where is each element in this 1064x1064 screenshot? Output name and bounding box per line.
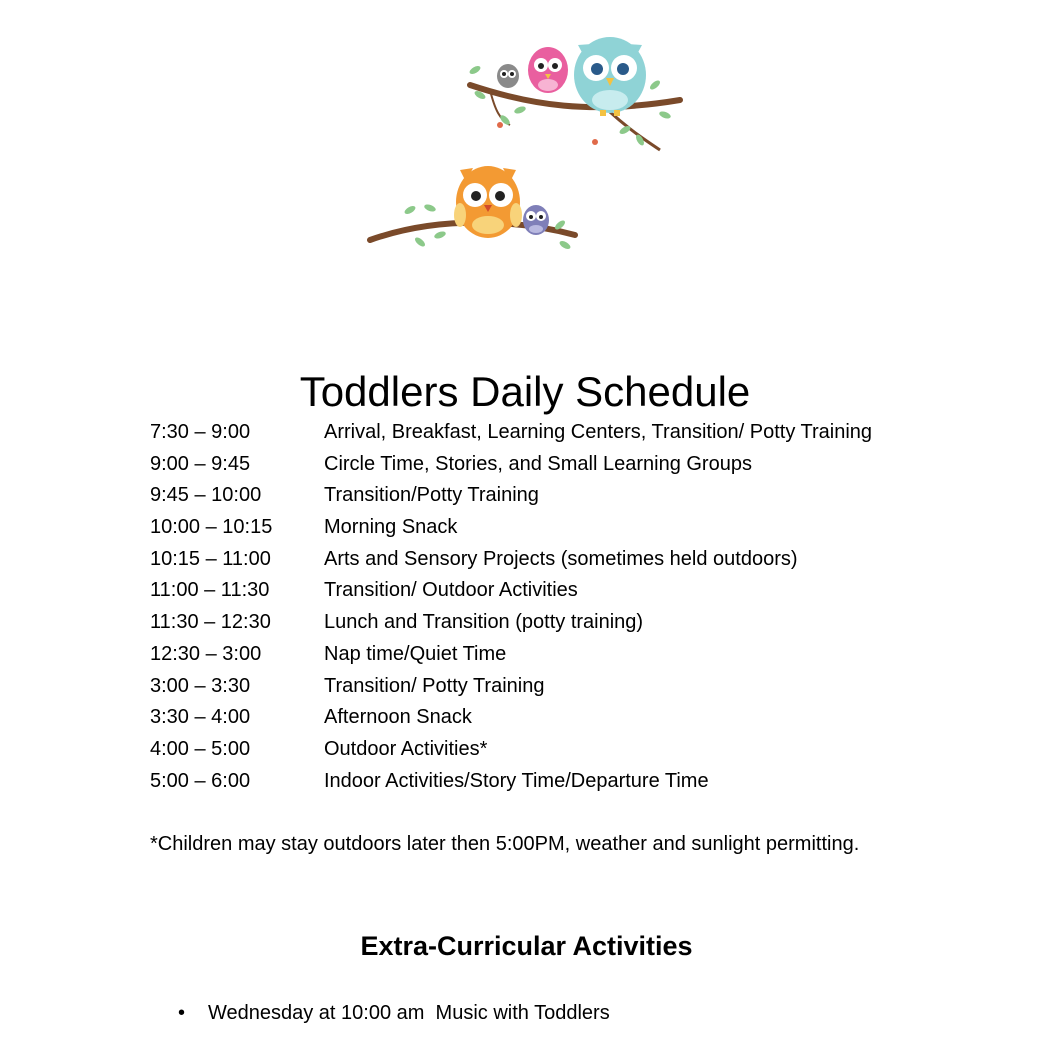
list-item: [178, 998, 610, 1028]
schedule-activity: Circle Time, Stories, and Small Learning Groups: [324, 452, 752, 475]
schedule-time: 3:00 – 3:30: [150, 674, 251, 697]
schedule-row: [150, 575, 1000, 607]
purple-owl: [523, 205, 549, 235]
extras-list: [178, 998, 610, 1028]
schedule-time: 3:30 – 4:00: [150, 706, 251, 729]
schedule-activity: Outdoor Activities*: [324, 737, 488, 760]
branch-top: [470, 85, 680, 107]
schedule-row: [150, 449, 1000, 481]
schedule-activity: Nap time/Quiet Time: [324, 642, 507, 665]
schedule-activity: Transition/ Potty Training: [324, 674, 545, 697]
schedule-row: [150, 607, 1000, 639]
schedule-row: [150, 480, 1000, 512]
schedule-time: 9:00 – 9:45: [150, 452, 251, 475]
schedule-row: [150, 417, 1000, 449]
schedule-activity: Indoor Activities/Story Time/Departure Time: [324, 769, 709, 792]
schedule-activity: Morning Snack: [324, 516, 458, 539]
schedule-time: 12:30 – 3:00: [150, 642, 262, 665]
schedule-list: [150, 417, 1000, 797]
gray-owl: [497, 64, 519, 88]
schedule-row: [150, 544, 1000, 576]
schedule-time: 11:00 – 11:30: [150, 579, 270, 602]
schedule-activity: Arts and Sensory Projects (sometimes held outdoors): [324, 547, 798, 570]
schedule-activity: Lunch and Transition (potty training): [324, 611, 644, 634]
bullet-icon: •: [178, 1002, 186, 1024]
schedule-row: [150, 639, 1000, 671]
orange-owl: [454, 166, 522, 238]
schedule-time: 11:30 – 12:30: [150, 611, 271, 634]
schedule-time: 4:00 – 5:00: [150, 737, 251, 760]
schedule-time: 10:00 – 10:15: [150, 516, 273, 539]
schedule-activity: Transition/Potty Training: [324, 484, 539, 507]
schedule-row: [150, 766, 1000, 798]
schedule-time: 5:00 – 6:00: [150, 769, 251, 792]
schedule-activity: Afternoon Snack: [324, 706, 472, 729]
owls-illustration: [360, 30, 700, 280]
schedule-time: 10:15 – 11:00: [150, 547, 271, 570]
schedule-time: 9:45 – 10:00: [150, 484, 262, 507]
schedule-activity: Arrival, Breakfast, Learning Centers, Transition/ Potty Training: [324, 421, 873, 443]
footnote: *Children may stay outdoors later then 5:00PM, weather and sunlight permitting.: [150, 833, 860, 855]
pink-owl: [528, 47, 568, 93]
schedule-row: [150, 671, 1000, 703]
schedule-row: [150, 734, 1000, 766]
schedule-activity: Transition/ Outdoor Activities: [324, 579, 578, 602]
extras-heading: Extra-Curricular Activities: [360, 931, 693, 961]
extras-item-text: Wednesday at 10:00 am Music with Toddlers: [208, 1002, 610, 1024]
schedule-row: [150, 512, 1000, 544]
schedule-row: [150, 702, 1000, 734]
page-title: Toddlers Daily Schedule: [299, 368, 751, 416]
schedule-time: 7:30 – 9:00: [150, 421, 251, 443]
